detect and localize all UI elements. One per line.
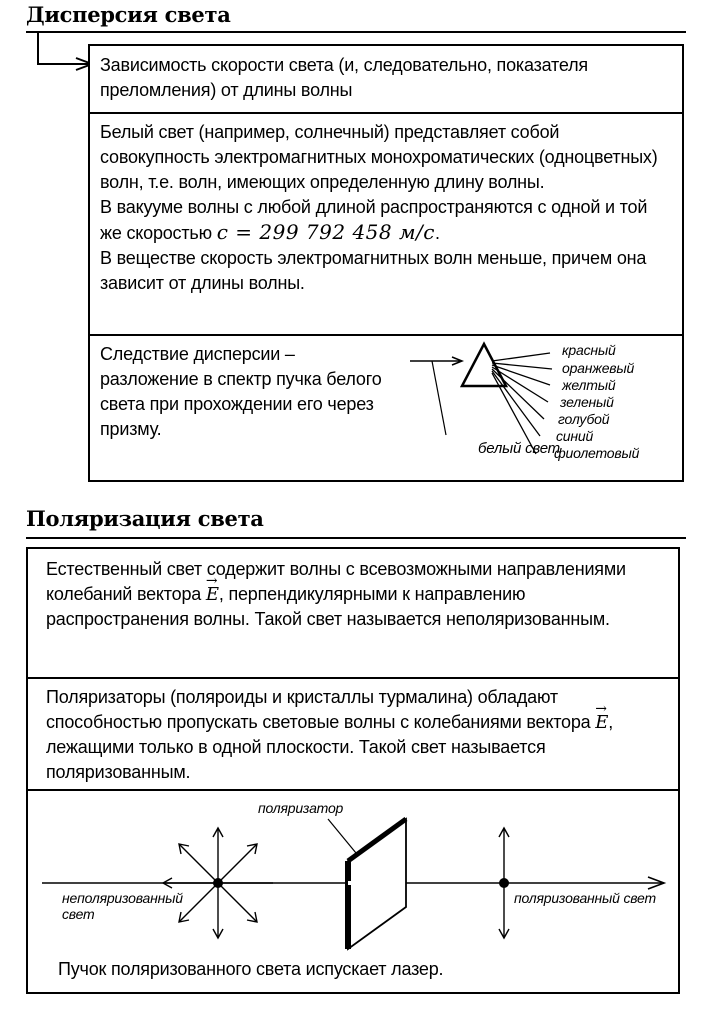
dispersion-definition: Зависимость скорости света (и, следовательно, показателя преломления) от длины волны [100,55,588,100]
spectrum-ray [492,371,540,436]
color-lightblue: голубой [558,411,610,427]
prism-diagram [380,336,680,476]
polarizers-cell [28,677,678,789]
polarization-box [26,547,680,994]
laser-text: Пучок поляризованного света испускает лазер. [58,959,444,979]
dispersion-definition-cell [90,46,682,112]
speed-formula-end: . [435,223,440,243]
vector-e: → E [595,710,608,735]
vector-e: → E [206,582,219,607]
vacuum-text: В вакууме волны с любой длиной распространяются с одной и той же скоростью [100,197,648,243]
natural-light-cell [28,549,678,677]
natural-light-text: Естественный свет содержит волны с всевозможными направлениями колебаний вектора → E, перпендикулярными к направлению распространения волны. Такой свет называется неполяризованным. [46,557,668,632]
white-light-text: Белый свет (например, солнечный) представляет собой совокупность электромагнитных монохроматических (одноцветных) волн, т.е. волн, имеющих определенную длину волны. [100,122,658,192]
polarizers-text: Поляризаторы (поляроиды и кристаллы турмалина) обладают способностью пропускать световые волны с колебаниями вектора → E, лежащими только в одной плоскости. Такой свет называется поляризованным. [46,685,668,785]
prism-icon [462,344,506,386]
vacuum-speed-text [100,195,672,246]
color-red: красный [562,342,616,358]
white-light-label: белый свет [478,440,560,457]
polarized-label: поляризованный свет [514,890,656,906]
dispersion-title: Дисперсия света [26,2,231,27]
color-blue: синий [556,428,594,444]
color-violet: фиолетовый [554,445,640,461]
polarization-title-rule [26,537,686,539]
dispersion-box [88,44,684,482]
consequence-text: Следствие дисперсии – разложение в спектр пучка белого света при прохождении его через призму. [100,344,382,439]
spectrum-ray [492,353,550,361]
polarization-title: Поляризация света [26,506,264,531]
beam-point-polarized [499,878,509,888]
color-yellow: желтый [562,377,616,393]
polarizer-label: поляризатор [258,800,344,816]
dispersion-title-rule [26,31,686,33]
spectrum-rays [492,353,552,454]
color-orange: оранжевый [562,360,635,376]
polarization-diagram-cell [28,789,678,992]
medium-speed-text: В веществе скорость электромагнитных волн меньше, причем она зависит от длины волны. [100,248,647,293]
color-green: зеленый [560,394,614,410]
dispersion-explanation-cell [90,112,682,334]
unpolarized-label: неполяризованный [62,890,183,906]
unpolarized-label: свет [62,906,95,922]
polarizer-pointer [328,819,356,853]
speed-formula: c = 299 792 458 м/с [216,220,435,244]
white-light-pointer [432,361,446,435]
beam-point-unpolarized [213,878,223,888]
dispersion-consequence-cell [90,334,682,480]
